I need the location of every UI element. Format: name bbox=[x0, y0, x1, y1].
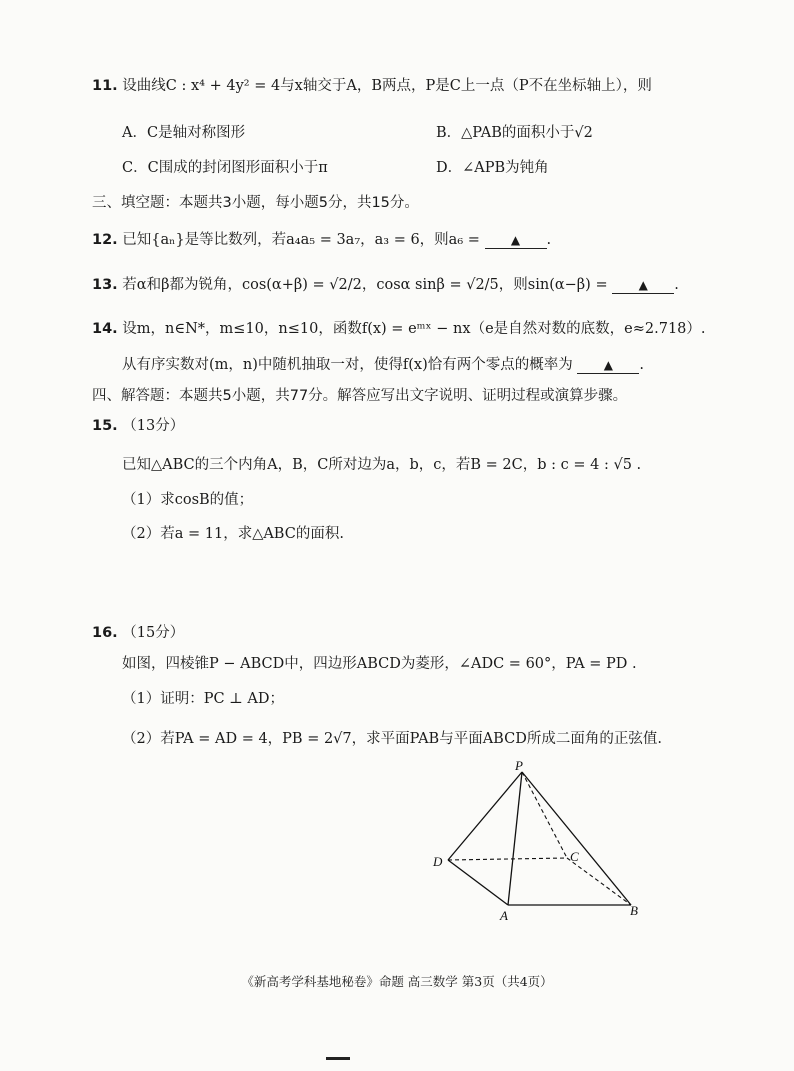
q15-number: 15. bbox=[92, 418, 118, 434]
q13-line bbox=[92, 275, 679, 295]
q15-header bbox=[92, 416, 184, 436]
q11-stem: 设曲线C : x⁴ + 4y² = 4与x轴交于A，B两点，P是C上一点（P不在坐标轴上），则 bbox=[122, 78, 652, 94]
q12-number: 12. bbox=[92, 232, 118, 248]
triangle-icon: ▲ bbox=[638, 278, 648, 292]
q15-stem: 已知△ABC的三个内角A，B，C所对边为a，b，c，若B = 2C，b : c = 4 : √5 . bbox=[122, 457, 642, 473]
q15-score: （13分） bbox=[122, 418, 185, 434]
q14-line1 bbox=[92, 319, 706, 339]
edge-pa bbox=[508, 772, 522, 905]
q15-part2: （2）若a = 11，求△ABC的面积. bbox=[122, 526, 344, 542]
q14-text-line1: 设m，n∈N*，m≤10，n≤10，函数f(x) = eᵐˣ − nx（e是自然对数的底数，e≈2.718）. bbox=[122, 321, 706, 337]
vertex-label-a: A bbox=[500, 908, 508, 923]
q11-number: 11. bbox=[92, 78, 118, 94]
q15-part1: （1）求cosB的值； bbox=[122, 492, 254, 508]
q14-answer-blank bbox=[577, 357, 639, 374]
q13-number: 13. bbox=[92, 277, 118, 293]
edge-pb bbox=[522, 772, 631, 905]
section4-heading: 四、解答题：本题共5小题，共77分。解答应写出文字说明、证明过程或演算步骤。 bbox=[92, 388, 628, 404]
q16-stem: 如图，四棱锥P − ABCD中，四边形ABCD为菱形，∠ADC = 60°，PA = PD . bbox=[122, 656, 637, 672]
q14-text-line2: 从有序实数对(m，n)中随机抽取一对，使得f(x)恰有两个零点的概率为 bbox=[122, 357, 573, 373]
q11-option-d: D．∠APB为钝角 bbox=[436, 160, 549, 176]
triangle-icon: ▲ bbox=[510, 233, 521, 247]
edge-dc-hidden bbox=[448, 858, 567, 860]
q12-end: . bbox=[546, 232, 552, 248]
q13-answer-blank bbox=[612, 277, 674, 294]
edge-pc-hidden bbox=[522, 772, 567, 858]
edge-da bbox=[448, 860, 508, 905]
footer-mark bbox=[326, 1057, 350, 1060]
vertex-label-p: P bbox=[515, 760, 523, 773]
edge-pd bbox=[448, 772, 522, 860]
page-footer: 《新高考学科基地秘卷》命题 高三数学 第3页（共4页） bbox=[241, 974, 553, 989]
q13-end: . bbox=[674, 277, 679, 293]
vertex-label-c: C bbox=[570, 849, 579, 864]
q16-header bbox=[92, 623, 184, 643]
q16-score: （15分） bbox=[122, 625, 185, 641]
q16-part1: （1）证明：PC ⊥ AD； bbox=[122, 691, 285, 707]
pyramid-figure bbox=[425, 760, 655, 930]
vertex-label-d: D bbox=[433, 854, 443, 869]
q11-option-c: C．C围成的封闭图形面积小于π bbox=[122, 160, 328, 176]
q11-stem-line bbox=[92, 76, 652, 96]
triangle-icon: ▲ bbox=[603, 358, 613, 372]
vertex-label-b: B bbox=[630, 903, 638, 918]
q12-text: 已知{aₙ}是等比数列，若a₄a₅ = 3a₇，a₃ = 6，则a₆ = bbox=[122, 232, 480, 248]
q11-option-b: B．△PAB的面积小于√2 bbox=[436, 125, 593, 141]
section3-heading: 三、填空题：本题共3小题，每小题5分，共15分。 bbox=[92, 195, 419, 211]
q12-line bbox=[92, 230, 551, 250]
q11-option-a: A．C是轴对称图形 bbox=[122, 125, 246, 141]
q12-answer-blank bbox=[485, 232, 547, 249]
q16-part2: （2）若PA = AD = 4，PB = 2√7，求平面PAB与平面ABCD所成二面角的正弦值. bbox=[122, 731, 662, 747]
q16-number: 16. bbox=[92, 625, 118, 641]
q13-text: 若α和β都为锐角，cos(α+β) = √2/2，cosα sinβ = √2/5，则sin(α−β) = bbox=[122, 277, 608, 293]
q14-number: 14. bbox=[92, 321, 118, 337]
q14-line2 bbox=[122, 355, 644, 375]
q14-end: . bbox=[639, 357, 644, 373]
